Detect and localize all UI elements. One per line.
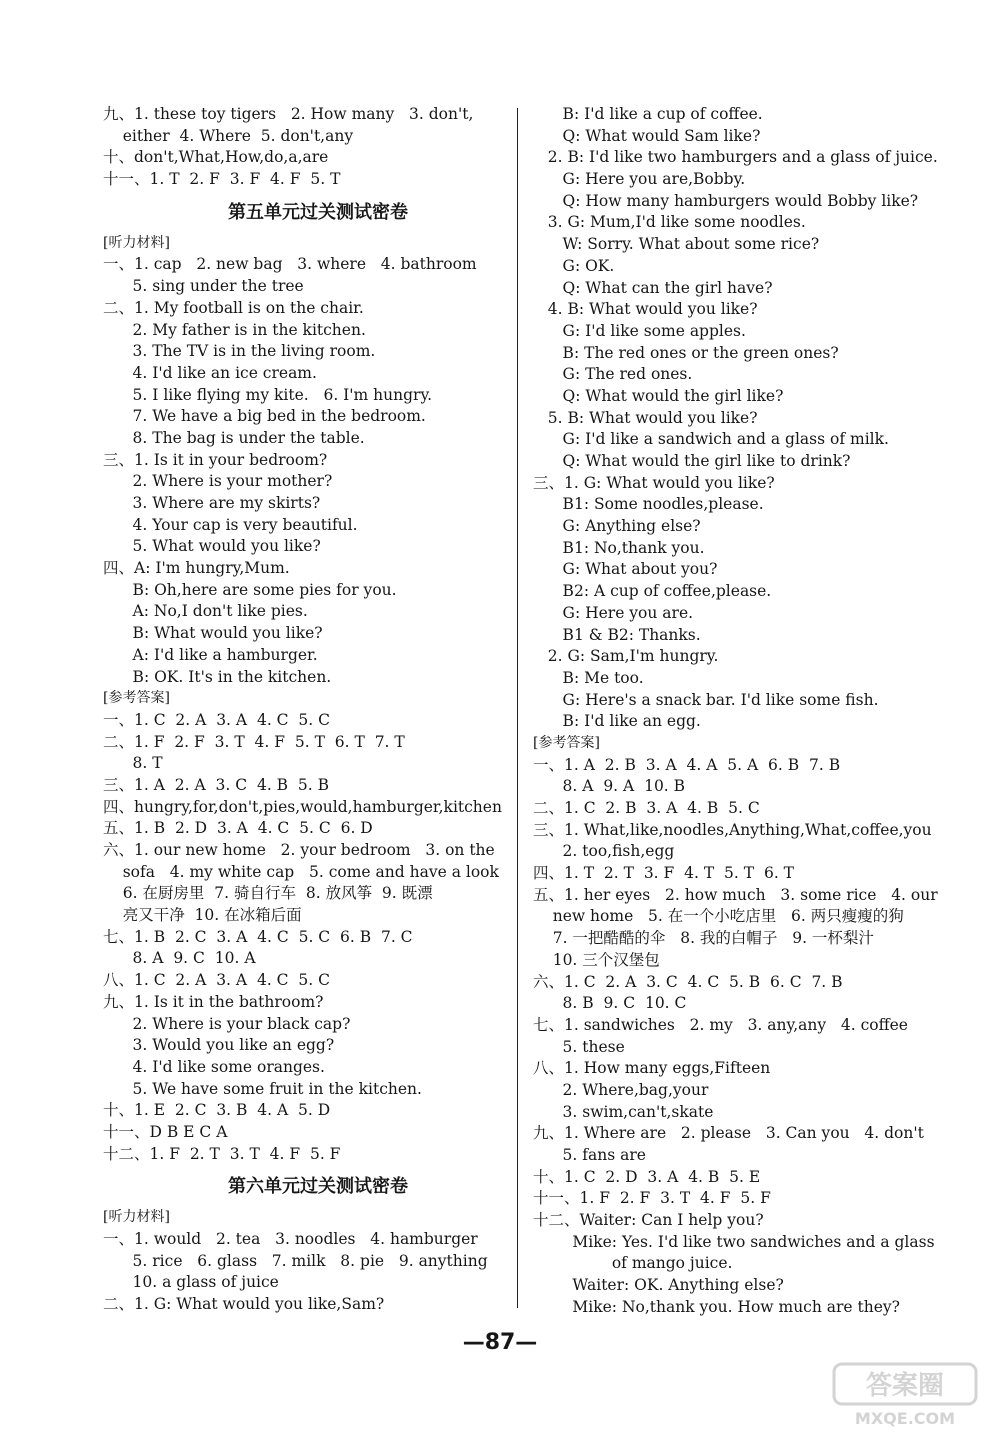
text-line: G: The red ones. (533, 365, 693, 384)
text-line: of mango juice. (533, 1254, 733, 1273)
text-line: Waiter: OK. Anything else? (533, 1276, 784, 1295)
text-line: G: Here you are. (533, 603, 694, 622)
text-line: A: I'd like a hamburger. (103, 645, 318, 664)
text-line: 8. A 9. A 10. B (533, 777, 686, 796)
text-line: 一、1. C 2. A 3. A 4. C 5. C (103, 710, 330, 729)
text-line: 二、1. F 2. F 3. T 4. F 5. T 6. T 7. T (103, 732, 405, 751)
text-line: 5. We have some fruit in the kitchen. (103, 1079, 422, 1098)
text-line: 5. B: What would you like? (533, 408, 758, 427)
text-line: 五、1. her eyes 2. how much 3. some rice 4. our (533, 885, 938, 904)
text-line: B1: No,thank you. (533, 538, 705, 557)
section-heading-unit-6: 第六单元过关测试密卷 (228, 1176, 408, 1198)
text-line: 十、don't,What,How,do,a,are (103, 148, 329, 167)
text-line: 三、1. G: What would you like? (533, 473, 775, 492)
text-line: 5. rice 6. glass 7. milk 8. pie 9. anything (103, 1251, 488, 1270)
text-line: 四、hungry,for,don't,pies,would,hamburger,kitchen (103, 797, 502, 816)
text-line: new home 5. 在一个小吃店里 6. 两只瘦瘦的狗 (533, 907, 904, 926)
text-line: Q: What would the girl like? (533, 386, 784, 405)
page-number: —87— (462, 1330, 538, 1355)
text-line: 十一、1. T 2. F 3. F 4. F 5. T (103, 170, 341, 189)
text-line: 八、1. How many eggs,Fifteen (533, 1059, 771, 1078)
text-line: 8. A 9. C 10. A (103, 949, 256, 968)
text-line: A: No,I don't like pies. (103, 602, 308, 621)
text-line: G: OK. (533, 256, 615, 275)
text-line: 七、1. sandwiches 2. my 3. any,any 4. coffee (533, 1015, 908, 1034)
text-line: 九、1. these toy tigers 2. How many 3. don't, (103, 105, 474, 123)
text-line: 五、1. B 2. D 3. A 4. C 5. C 6. D (103, 819, 373, 838)
column-divider (517, 108, 518, 1308)
text-line: 8. The bag is under the table. (103, 428, 365, 447)
text-line: Q: What can the girl have? (533, 278, 773, 297)
text-line: 7. 一把酷酷的伞 8. 我的白帽子 9. 一杯梨汁 (533, 929, 874, 948)
watermark-logo-icon (830, 1360, 980, 1430)
svg-text:MXQE.COM: MXQE.COM (854, 1409, 956, 1428)
text-line: 二、1. G: What would you like,Sam? (103, 1295, 385, 1314)
text-line: 一、1. would 2. tea 3. noodles 4. hamburger (103, 1230, 478, 1248)
text-line: 十一、1. F 2. F 3. T 4. F 5. F (533, 1189, 771, 1208)
listening-material-tag: [听力材料] (103, 1209, 170, 1226)
text-line: 10. a glass of juice (103, 1273, 279, 1292)
text-line: 一、1. A 2. B 3. A 4. A 5. A 6. B 7. B (533, 755, 841, 774)
text-line: 四、1. T 2. T 3. F 4. T 5. T 6. T (533, 864, 795, 883)
text-line: 十二、1. F 2. T 3. T 4. F 5. F (103, 1144, 341, 1163)
text-line: B: I'd like an egg. (533, 712, 701, 731)
text-line: B: Me too. (533, 668, 644, 687)
text-line: sofa 4. my white cap 5. come and have a look (103, 862, 499, 881)
text-line: 九、1. Is it in the bathroom? (103, 992, 324, 1011)
text-line: 一、1. cap 2. new bag 3. where 4. bathroom (103, 255, 477, 274)
text-line: 2. Where is your mother? (103, 472, 333, 491)
text-line: 4. Your cap is very beautiful. (103, 515, 358, 534)
text-line: 亮又干净 10. 在冰箱后面 (103, 906, 302, 925)
text-line: 2. too,fish,egg (533, 842, 675, 861)
text-line: 3. Where are my skirts? (103, 494, 321, 512)
svg-text:答案圈: 答案圈 (865, 1371, 945, 1401)
text-line: 5. sing under the tree (103, 277, 304, 296)
text-line: 三、1. What,like,noodles,Anything,What,coffee,you (533, 820, 932, 839)
text-line: G: Anything else? (533, 517, 701, 536)
text-line: Mike: No,thank you. How much are they? (533, 1297, 900, 1316)
text-line: 二、1. My football is on the chair. (103, 298, 364, 317)
text-line: 8. B 9. C 10. C (533, 994, 687, 1013)
text-line: 二、1. C 2. B 3. A 4. B 5. C (533, 799, 760, 817)
text-line: 5. these (533, 1037, 625, 1056)
text-line: G: Here's a snack bar. I'd like some fish. (533, 690, 879, 709)
text-line: either 4. Where 5. don't,any (103, 126, 354, 145)
text-line: G: Here you are,Bobby. (533, 170, 746, 189)
text-line: G: I'd like some apples. (533, 321, 746, 340)
text-line: 4. I'd like an ice cream. (103, 363, 317, 382)
right-column (533, 104, 943, 1319)
text-line: B1: Some noodles,please. (533, 495, 764, 514)
text-line: 10. 三个汉堡包 (533, 950, 660, 969)
text-line: B: I'd like a cup of coffee. (533, 105, 763, 123)
watermark-logo (830, 1360, 980, 1430)
text-line: 十、1. C 2. D 3. A 4. B 5. E (533, 1167, 761, 1186)
text-line: B: Oh,here are some pies for you. (103, 580, 397, 599)
left-column (103, 104, 533, 1316)
text-line: 三、1. A 2. A 3. C 4. B 5. B (103, 775, 330, 794)
text-line: 十二、Waiter: Can I help you? (533, 1211, 764, 1230)
text-line: 5. I like flying my kite. 6. I'm hungry. (103, 385, 433, 404)
text-line: 四、A: I'm hungry,Mum. (103, 559, 290, 578)
text-line: 4. I'd like some oranges. (103, 1057, 325, 1076)
text-line: 3. G: Mum,I'd like some noodles. (533, 213, 806, 232)
answer-key-tag: [参考答案] (103, 690, 170, 707)
text-line: 十一、D B E C A (103, 1122, 228, 1141)
text-line: 六、1. C 2. A 3. C 4. C 5. B 6. C 7. B (533, 972, 843, 991)
text-line: B1 & B2: Thanks. (533, 625, 701, 644)
text-line: 3. The TV is in the living room. (103, 342, 376, 361)
text-line: B2: A cup of coffee,please. (533, 582, 772, 601)
text-line: 三、1. Is it in your bedroom? (103, 450, 328, 469)
text-line: 6. 在厨房里 7. 骑自行车 8. 放风筝 9. 既漂 (103, 884, 433, 903)
text-line: 5. What would you like? (103, 537, 321, 556)
text-line: B: OK. It's in the kitchen. (103, 667, 332, 686)
section-heading-unit-5: 第五单元过关测试密卷 (228, 201, 408, 223)
text-line: 2. Where is your black cap? (103, 1014, 351, 1033)
text-line: 八、1. C 2. A 3. A 4. C 5. C (103, 971, 330, 990)
text-line: W: Sorry. What about some rice? (533, 235, 820, 254)
listening-material-tag: [听力材料] (103, 234, 170, 251)
text-line: 2. G: Sam,I'm hungry. (533, 647, 719, 666)
text-line: Q: What would Sam like? (533, 126, 761, 145)
text-line: 六、1. our new home 2. your bedroom 3. on the (103, 841, 495, 859)
text-line: 2. My father is in the kitchen. (103, 320, 366, 339)
text-line: G: What about you? (533, 560, 718, 579)
text-line: G: I'd like a sandwich and a glass of milk. (533, 430, 889, 449)
text-line: 7. We have a big bed in the bedroom. (103, 407, 426, 426)
text-line: 3. swim,can't,skate (533, 1102, 714, 1121)
text-line: B: What would you like? (103, 624, 323, 643)
text-line: 5. fans are (533, 1146, 646, 1164)
text-line: 2. B: I'd like two hamburgers and a glass of juice. (533, 148, 938, 167)
text-line: 九、1. Where are 2. please 3. Can you 4. don't (533, 1124, 924, 1143)
answer-key-tag: [参考答案] (533, 734, 600, 751)
text-line: 3. Would you like an egg? (103, 1036, 335, 1055)
text-line: 十、1. E 2. C 3. B 4. A 5. D (103, 1101, 331, 1120)
text-line: 4. B: What would you like? (533, 300, 758, 319)
text-line: 8. T (103, 754, 163, 773)
text-line: 七、1. B 2. C 3. A 4. C 5. C 6. B 7. C (103, 927, 413, 946)
text-line: Q: How many hamburgers would Bobby like? (533, 191, 919, 210)
text-line: 2. Where,bag,your (533, 1080, 709, 1099)
text-line: Mike: Yes. I'd like two sandwiches and a glass (533, 1232, 935, 1251)
text-line: B: The red ones or the green ones? (533, 343, 839, 362)
text-line: Q: What would the girl like to drink? (533, 452, 851, 470)
